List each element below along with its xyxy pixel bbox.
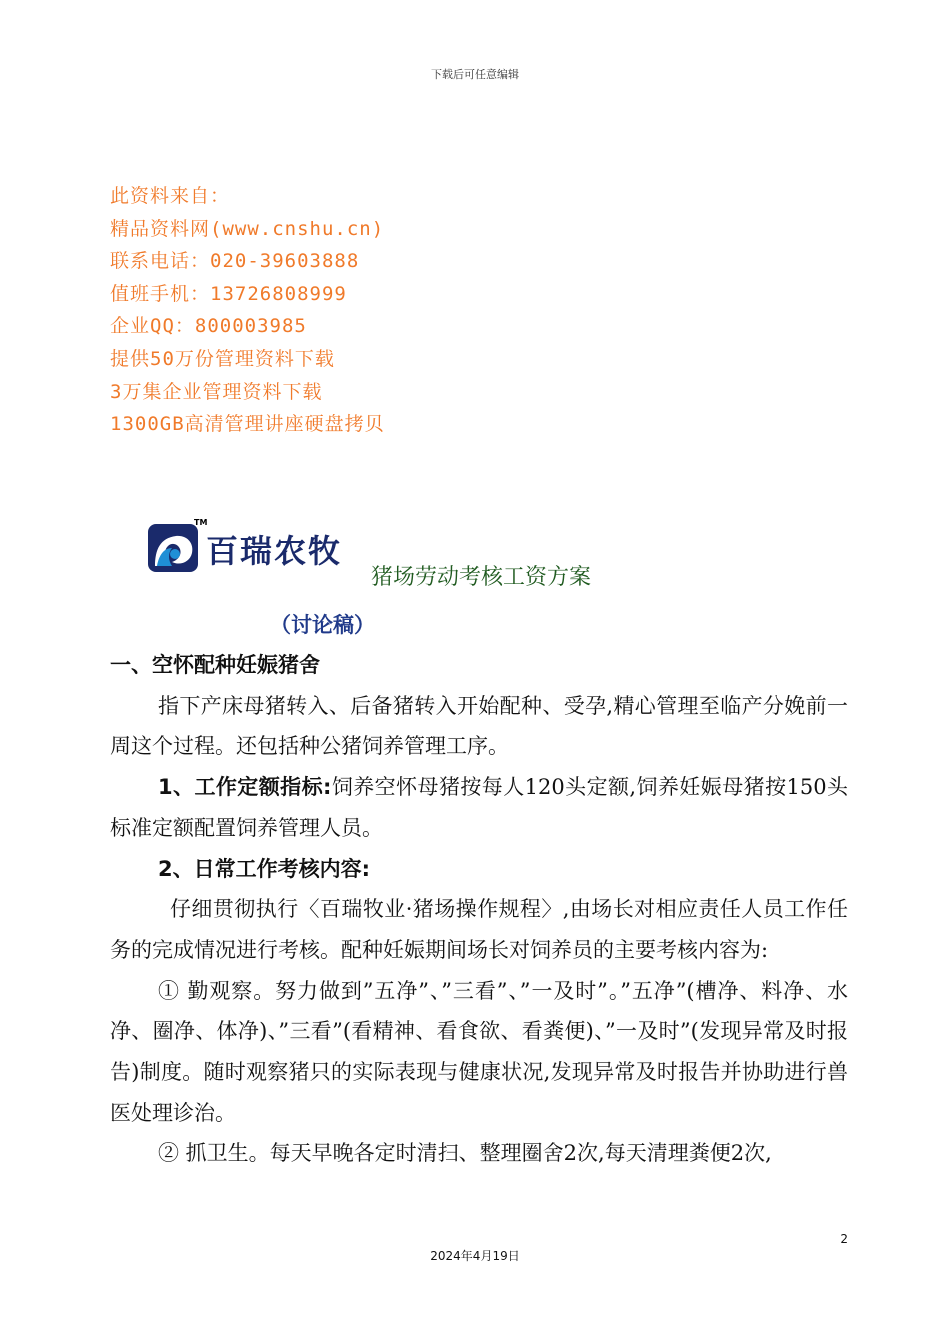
- point-2: ② 抓卫生。每天早晚各定时清扫、整理圈舍2次,每天清理粪便2次,: [158, 1141, 772, 1166]
- source-line: 3万集企业管理资料下载: [110, 380, 323, 403]
- document-body: [110, 645, 848, 1174]
- document-title: 猪场劳动考核工资方案: [371, 565, 592, 590]
- source-line: 企业QQ：800003985: [110, 315, 307, 338]
- section-heading: 一、空怀配种妊娠猪舍: [110, 653, 320, 677]
- point-1: ① 勤观察。努力做到”五净”、”三看”、”一及时”。”五净”(槽净、料净、水净、圈净、体净)、”三看”(看精神、看食欲、看粪便)、”一及时”(发现异常及时报告)制度。随时观察猪只的实际表现与健康状况,发现异常及时报告并协助进行兽医处理诊治。: [110, 978, 848, 1125]
- item-2-label: 2、日常工作考核内容:: [158, 856, 371, 881]
- document-subtitle: （讨论稿）: [270, 612, 375, 637]
- item-1: [110, 767, 848, 848]
- page-number: 2: [840, 1232, 848, 1246]
- item-2: [110, 849, 848, 890]
- header-note: 下载后可任意编辑: [431, 68, 519, 81]
- trademark-mark: TM: [194, 518, 208, 527]
- source-info-block: [110, 180, 385, 441]
- source-line: 联系电话：020-39603888: [110, 250, 360, 273]
- source-line: 1300GB高清管理讲座硬盘拷贝: [110, 413, 385, 436]
- section-intro: 指下产床母猪转入、后备猪转入开始配种、受孕,精心管理至临产分娩前一周这个过程。还包括种公猪饲养管理工序。: [110, 693, 848, 759]
- logo-text: 百瑞农牧: [206, 532, 343, 570]
- company-logo: [146, 520, 361, 578]
- footer-date: 2024年4月19日: [430, 1249, 520, 1263]
- item-2-text: 仔细贯彻执行〈百瑞牧业·猪场操作规程〉,由场长对相应责任人员工作任务的完成情况进行考核。配种妊娠期间场长对饲养员的主要考核内容为:: [110, 897, 848, 962]
- logo-mark-icon: [146, 520, 202, 576]
- source-line: 提供50万份管理资料下载: [110, 347, 335, 370]
- source-line: 值班手机：13726808999: [110, 282, 347, 305]
- source-line: 精品资料网(www.cnshu.cn): [110, 217, 385, 240]
- source-line: 此资料来自：: [110, 185, 231, 207]
- item-1-text: 饲养空怀母猪按每人120头定额,饲养妊娠母猪按150头标准定额配置饲养管理人员。: [110, 775, 848, 840]
- item-1-label: 1、工作定额指标:: [158, 775, 332, 800]
